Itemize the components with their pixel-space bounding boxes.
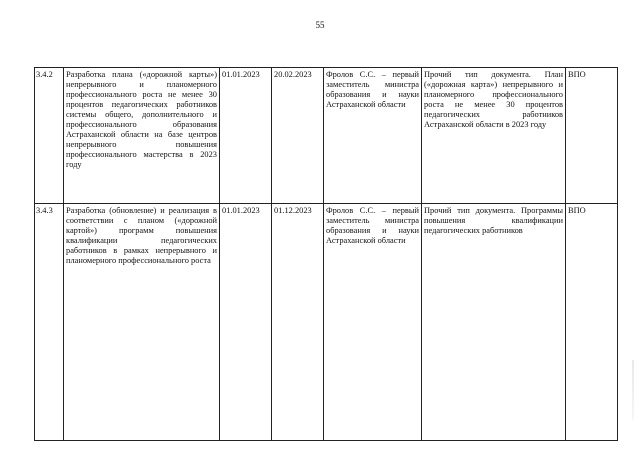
level-code: ВПО (566, 68, 618, 204)
level-code: ВПО (566, 204, 618, 441)
result-description: Прочий тип документа. План («дорожная карта») непрерывного и планомерного профессионального роста не менее 30 процентов педагогических работников Астраханской области в 2023 году (422, 68, 566, 204)
end-date: 20.02.2023 (272, 68, 324, 204)
start-date: 01.01.2023 (220, 204, 272, 441)
table-row (35, 68, 618, 204)
row-number: 3.4.3 (35, 204, 64, 441)
plan-table (34, 67, 618, 441)
scan-edge-shading (632, 360, 634, 420)
start-date: 01.01.2023 (220, 68, 272, 204)
task-description: Разработка плана («дорожной карты») непрерывного и планомерного профессионального роста не менее 30 процентов педагогических работников системы общего, дополнительного и профессионального образования Астраханской области на базе центров непрерывного повышения профессионального мастерства в 2023 году (64, 68, 220, 204)
responsible-person: Фролов С.С. – первый заместитель министра образования и науки Астраханской области (324, 204, 422, 441)
responsible-person: Фролов С.С. – первый заместитель министра образования и науки Астраханской области (324, 68, 422, 204)
end-date: 01.12.2023 (272, 204, 324, 441)
page-number: 55 (315, 20, 325, 30)
row-number: 3.4.2 (35, 68, 64, 204)
result-description: Прочий тип документа. Программы повышения квалификации педагогических работников (422, 204, 566, 441)
table-row (35, 204, 618, 441)
task-description: Разработка (обновление) и реализация в соответствии с планом («дорожной картой») программ повышения квалификации педагогических работников в рамках непрерывного и планомерного профессионального роста (64, 204, 220, 441)
